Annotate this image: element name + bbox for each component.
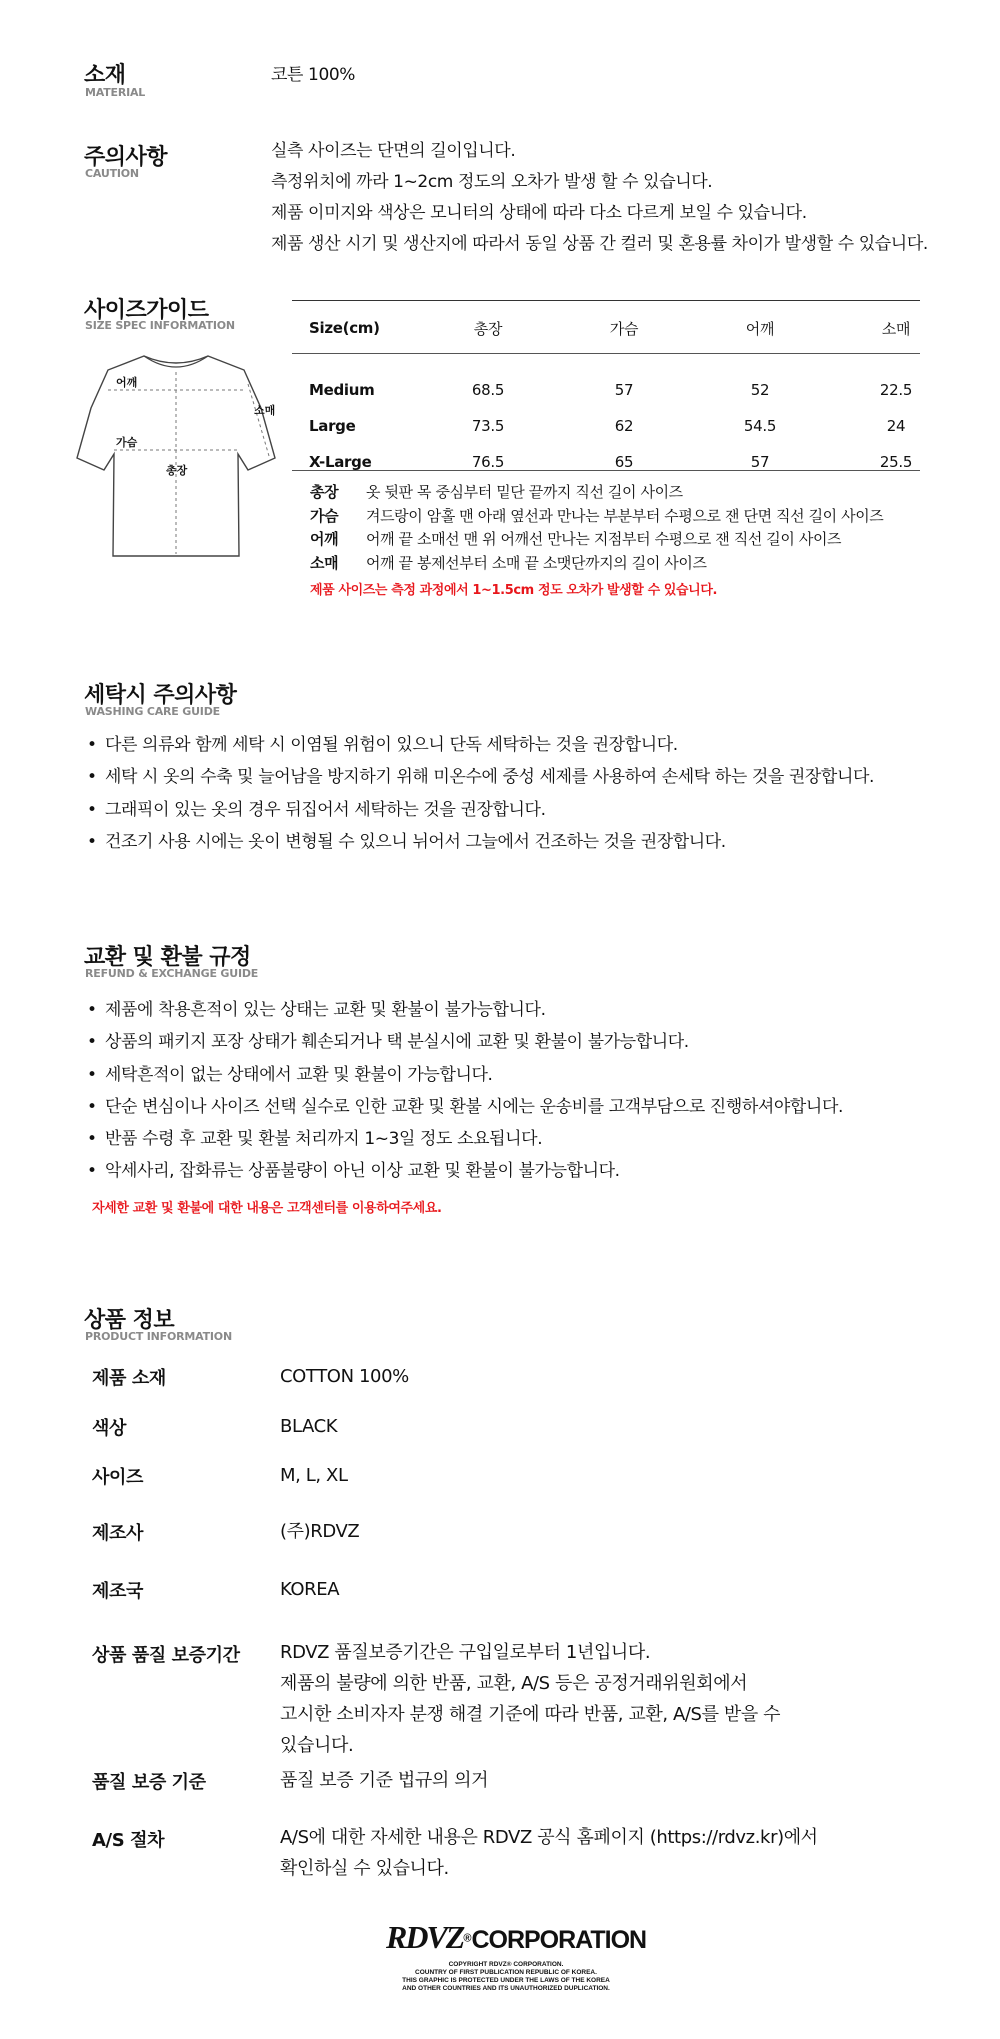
refund-item: • 세탁흔적이 없는 상태에서 교환 및 환불이 가능합니다. bbox=[85, 1059, 843, 1091]
product-info-subtitle: PRODUCT INFORMATION bbox=[85, 1330, 232, 1343]
tshirt-diagram bbox=[72, 350, 282, 570]
info-value-color bbox=[280, 1411, 337, 1442]
refund-subtitle: REFUND & EXCHANGE GUIDE bbox=[85, 967, 259, 980]
size-table-row bbox=[308, 444, 964, 480]
product-info-title: 상품 정보 bbox=[84, 1308, 175, 1333]
refund-title: 교환 및 환불 규정 bbox=[84, 945, 251, 970]
caution-line: 측정위치에 까라 1~2cm 정도의 오차가 발생 할 수 있습니다. bbox=[271, 172, 713, 192]
info-key-material: 제품 소재 bbox=[92, 1368, 166, 1389]
size-table-header bbox=[308, 316, 964, 340]
material-subtitle: MATERIAL bbox=[85, 86, 146, 99]
refund-warning: 자세한 교환 및 환불에 대한 내용은 고객센터를 이용하여주세요. bbox=[92, 1201, 442, 1216]
washing-list bbox=[85, 729, 874, 858]
refund-item: • 반품 수령 후 교환 및 환불 처리까지 1~3일 정도 소요됩니다. bbox=[85, 1123, 843, 1155]
size-table-header-cell: 어깨 bbox=[745, 319, 775, 338]
definition-key: 어깨 bbox=[310, 530, 339, 548]
size-table-cell: 52 bbox=[750, 381, 770, 399]
info-value-warranty-standard bbox=[280, 1765, 488, 1796]
size-table-row bbox=[308, 408, 964, 444]
size-table-top-rule bbox=[292, 300, 920, 301]
washing-item: • 그래픽이 있는 옷의 경우 뒤집어서 세탁하는 것을 권장합니다. bbox=[85, 794, 874, 826]
material-value: 코튼 100% bbox=[271, 65, 356, 85]
info-key-size: 사이즈 bbox=[92, 1467, 143, 1488]
caution-subtitle: CAUTION bbox=[85, 167, 139, 180]
info-line: (주)RDVZ bbox=[280, 1521, 360, 1542]
info-key-warranty-period: 상품 품질 보증기간 bbox=[92, 1645, 240, 1666]
material-title: 소재 bbox=[84, 63, 126, 88]
info-key-as-procedure: A/S 절차 bbox=[92, 1830, 165, 1851]
info-value-country bbox=[280, 1574, 339, 1605]
info-line: 제품의 불량에 의한 반품, 교환, A/S 등은 공정거래위원회에서 bbox=[280, 1673, 748, 1694]
size-table-cell: 25.5 bbox=[879, 453, 913, 471]
info-line: 확인하실 수 있습니다. bbox=[280, 1858, 449, 1879]
diagram-label-shoulder: 어깨 bbox=[116, 376, 138, 389]
size-table-cell: 73.5 bbox=[471, 417, 505, 435]
size-warning: 제품 사이즈는 측정 과정에서 1~1.5cm 정도 오차가 발생할 수 있습니다. bbox=[310, 583, 718, 598]
washing-item: • 세탁 시 옷의 수축 및 늘어남을 방지하기 위해 미온수에 중성 세제를 사용하여 손세탁 하는 것을 권장합니다. bbox=[85, 761, 874, 793]
size-table-cell: 65 bbox=[614, 453, 634, 471]
info-key-country: 제조국 bbox=[92, 1581, 143, 1602]
size-table-cell: 62 bbox=[614, 417, 634, 435]
footer-logo bbox=[386, 1919, 647, 1993]
info-key-warranty-standard: 품질 보증 기준 bbox=[92, 1772, 206, 1793]
refund-item: • 제품에 착용흔적이 있는 상태는 교환 및 환불이 불가능합니다. bbox=[85, 994, 843, 1026]
size-table-cell: 24 bbox=[886, 417, 906, 435]
size-table-header-cell: 가슴 bbox=[609, 319, 639, 338]
info-line: 품질 보증 기준 법규의 의거 bbox=[280, 1770, 489, 1791]
legal-line: THIS GRAPHIC IS PROTECTED UNDER THE LAWS OF THE KOREA bbox=[402, 1977, 610, 1984]
definition-row bbox=[310, 481, 883, 505]
info-value-size bbox=[280, 1460, 348, 1491]
size-table-cell: Medium bbox=[309, 381, 375, 399]
info-line: 있습니다. bbox=[280, 1735, 354, 1756]
definition-text: 어깨 끝 소매선 맨 위 어깨선 만나는 지점부터 수평으로 잰 직선 길이 사이즈 bbox=[366, 530, 842, 548]
size-table-cell: 22.5 bbox=[879, 381, 913, 399]
legal-line: COPYRIGHT RDVZ® CORPORATION. bbox=[448, 1961, 564, 1968]
info-line: A/S에 대한 자세한 내용은 RDVZ 공식 홈페이지 (https://rdvz.kr)에서 bbox=[280, 1827, 818, 1848]
size-table-cell: 54.5 bbox=[743, 417, 777, 435]
definition-row bbox=[310, 528, 883, 552]
size-table-cell: 57 bbox=[614, 381, 634, 399]
caution-line: 제품 이미지와 색상은 모니터의 상태에 따라 다소 다르게 보일 수 있습니다. bbox=[271, 203, 807, 223]
definition-key: 가슴 bbox=[310, 506, 339, 525]
info-line: KOREA bbox=[280, 1579, 340, 1600]
size-table-cell: Large bbox=[309, 417, 356, 435]
size-definitions bbox=[310, 481, 883, 598]
tshirt-outline-icon bbox=[72, 350, 282, 570]
size-guide-subtitle: SIZE SPEC INFORMATION bbox=[85, 319, 235, 332]
info-line: M, L, XL bbox=[280, 1465, 348, 1486]
refund-item: • 상품의 패키지 포장 상태가 훼손되거나 택 분실시에 교환 및 환불이 불가능합니다. bbox=[85, 1026, 843, 1058]
brand-wordmark: RDVZ bbox=[386, 1919, 464, 1955]
definition-row bbox=[310, 552, 883, 576]
diagram-label-sleeve: 소매 bbox=[254, 404, 276, 417]
size-guide-title: 사이즈가이드 bbox=[84, 298, 209, 323]
caution-line: 제품 생산 시기 및 생산지에 따라서 동일 상품 간 컬러 및 혼용률 차이가 발생할 수 있습니다. bbox=[271, 234, 928, 254]
info-value-material bbox=[280, 1361, 409, 1392]
size-table bbox=[308, 316, 964, 480]
size-table-header-cell: 총장 bbox=[473, 319, 503, 338]
size-table-cell: 76.5 bbox=[471, 453, 505, 471]
info-key-color: 색상 bbox=[92, 1418, 126, 1439]
info-value-manufacturer bbox=[280, 1516, 359, 1547]
info-line: RDVZ 품질보증기간은 구입일로부터 1년입니다. bbox=[280, 1642, 651, 1663]
info-line: BLACK bbox=[280, 1416, 338, 1437]
info-value-as-procedure bbox=[280, 1822, 818, 1884]
washing-item: • 다른 의류와 함께 세탁 시 이염될 위험이 있으니 단독 세탁하는 것을 권장합니다. bbox=[85, 729, 874, 761]
definition-text: 옷 뒷판 목 중심부터 밑단 끝까지 직선 길이 사이즈 bbox=[366, 483, 683, 501]
definition-key: 총장 bbox=[310, 483, 339, 501]
washing-item: • 건조기 사용 시에는 옷이 변형될 수 있으니 뉘어서 그늘에서 건조하는 것을 권장합니다. bbox=[85, 826, 874, 858]
brand-corporation: CORPORATION bbox=[471, 1926, 647, 1954]
caution-line: 실측 사이즈는 단면의 길이입니다. bbox=[271, 141, 516, 161]
refund-item: • 악세사리, 잡화류는 상품불량이 아닌 이상 교환 및 환불이 불가능합니다. bbox=[85, 1155, 843, 1187]
size-table-header-cell: Size(cm) bbox=[309, 319, 380, 337]
definition-text: 겨드랑이 암홀 맨 아래 옆선과 만나는 부분부터 수평으로 잰 단면 직선 길이 사이즈 bbox=[366, 506, 884, 525]
legal-line: COUNTRY OF FIRST PUBLICATION REPUBLIC OF KOREA. bbox=[415, 1969, 597, 1976]
registered-mark: ® bbox=[463, 1932, 472, 1945]
size-table-row bbox=[308, 372, 964, 408]
diagram-label-length: 총장 bbox=[166, 464, 188, 477]
info-value-warranty-period bbox=[280, 1637, 780, 1761]
size-table-header-cell: 소매 bbox=[881, 319, 911, 338]
caution-title: 주의사항 bbox=[84, 145, 168, 170]
info-line: COTTON 100% bbox=[280, 1366, 409, 1387]
washing-subtitle: WASHING CARE GUIDE bbox=[85, 705, 220, 718]
size-table-cell: 68.5 bbox=[471, 381, 505, 399]
definition-row bbox=[310, 505, 883, 529]
caution-lines bbox=[271, 136, 971, 260]
diagram-label-chest: 가슴 bbox=[116, 436, 138, 449]
definition-key: 소매 bbox=[310, 553, 339, 572]
footer-legal bbox=[386, 1961, 626, 1993]
size-table-cell: 57 bbox=[750, 453, 770, 471]
washing-title: 세탁시 주의사항 bbox=[84, 683, 237, 708]
info-key-manufacturer: 제조사 bbox=[92, 1523, 143, 1544]
info-line: 고시한 소비자자 분쟁 해결 기준에 따라 반품, 교환, A/S를 받을 수 bbox=[280, 1704, 781, 1725]
refund-list bbox=[85, 994, 843, 1188]
brand-logo bbox=[386, 1919, 647, 1959]
size-table-cell: X-Large bbox=[309, 453, 372, 471]
refund-item: • 단순 변심이나 사이즈 선택 실수로 인한 교환 및 환불 시에는 운송비를 고객부담으로 진행하셔야합니다. bbox=[85, 1091, 843, 1123]
definition-text: 어깨 끝 봉제선부터 소매 끝 소맷단까지의 길이 사이즈 bbox=[366, 553, 707, 572]
legal-line: AND OTHER COUNTRIES AND ITS UNAUTHORIZED DUPLICATION. bbox=[402, 1985, 610, 1992]
